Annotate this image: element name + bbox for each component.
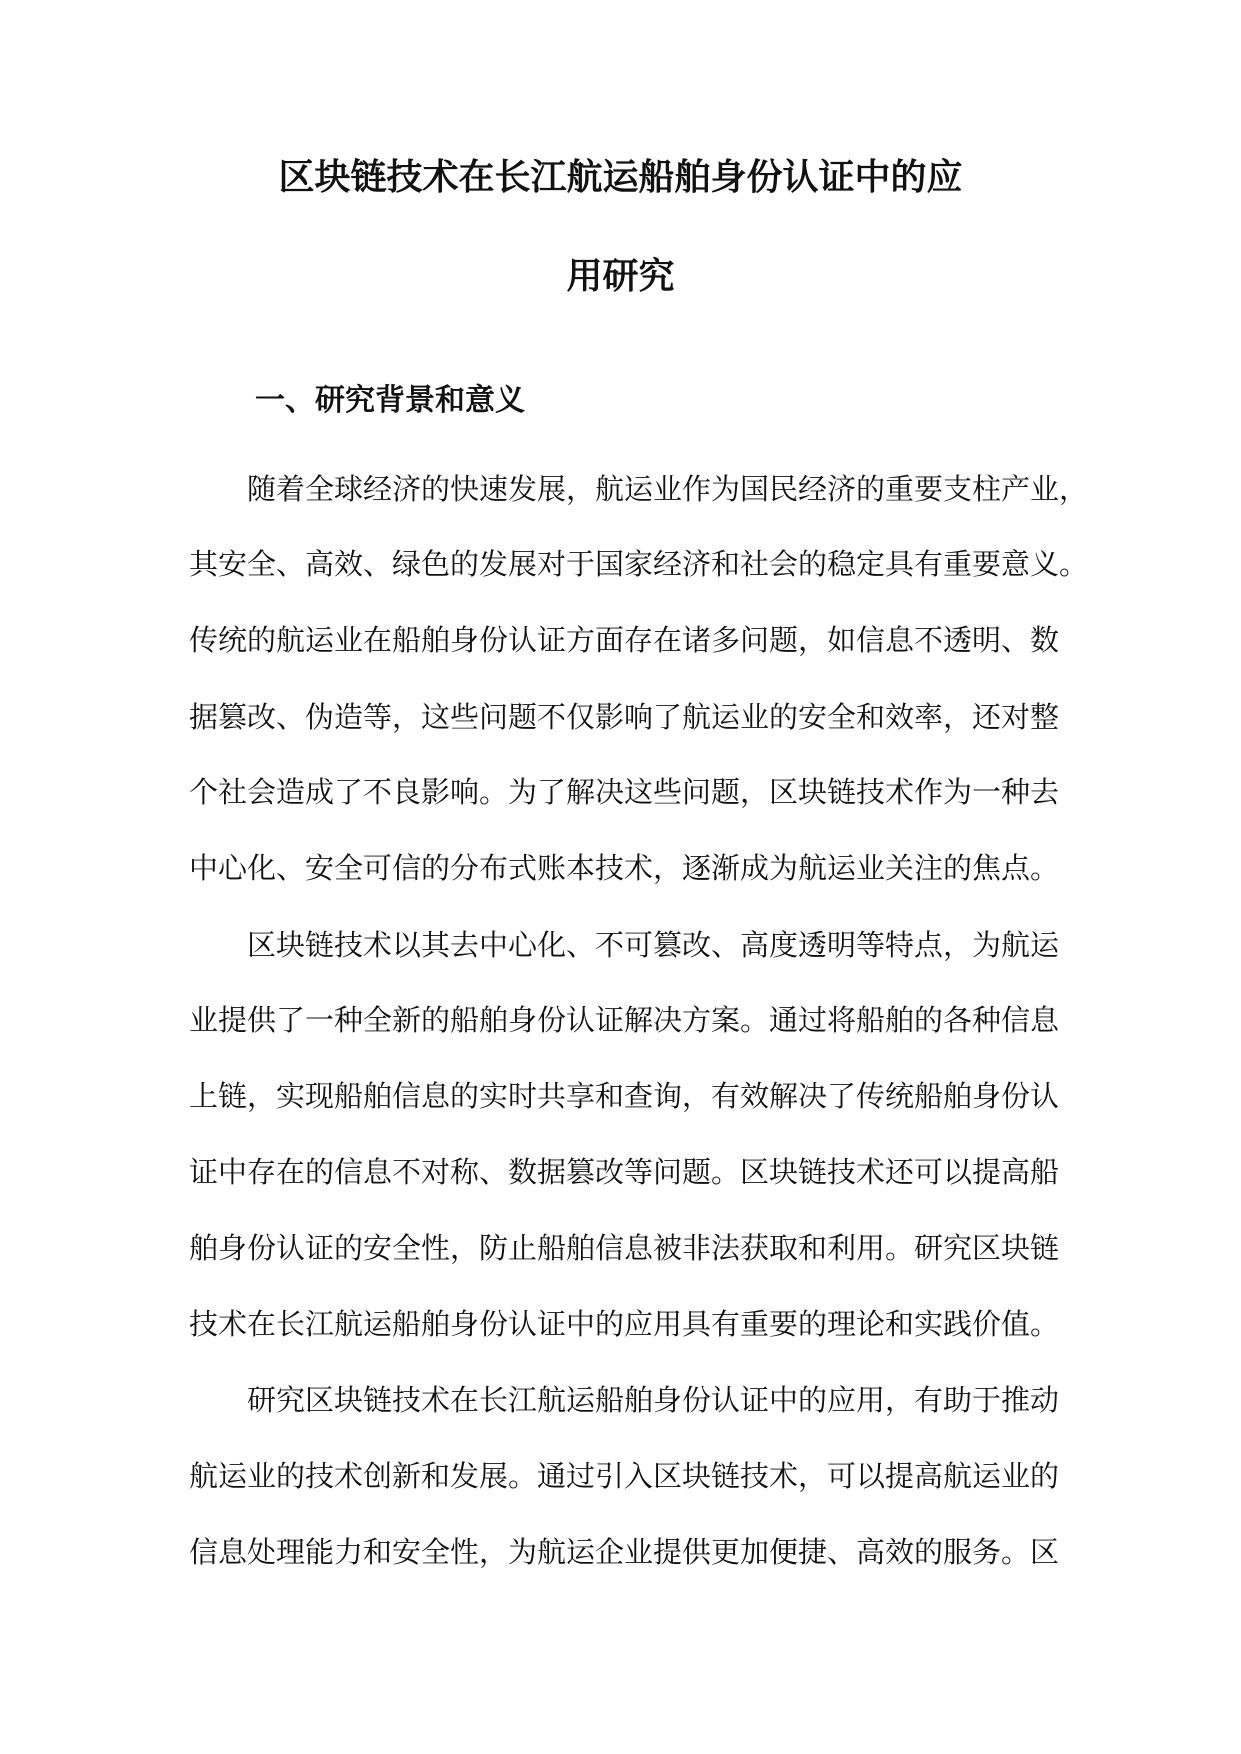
paragraph-1-line-2: 其安全、高效、绿色的发展对于国家经济和社会的稳定具有重要意义。	[189, 547, 1089, 581]
section-heading: 一、研究背景和意义	[255, 383, 525, 418]
paragraph-1-line-6: 中心化、安全可信的分布式账本技术，逐渐成为航运业关注的焦点。	[189, 851, 1060, 885]
document-title-line-2: 用研究	[566, 255, 675, 297]
paragraph-3-line-1: 研究区块链技术在长江航运船舶身份认证中的应用，有助于推动	[247, 1383, 1060, 1417]
paragraph-3-line-2: 航运业的技术创新和发展。通过引入区块链技术，可以提高航运业的	[189, 1459, 1060, 1493]
paragraph-1-line-1: 随着全球经济的快速发展，航运业作为国民经济的重要支柱产业，	[247, 472, 1089, 506]
paragraph-1-line-3: 传统的航运业在船舶身份认证方面存在诸多问题，如信息不透明、数	[189, 623, 1060, 657]
paragraph-1-line-4: 据篡改、伪造等，这些问题不仅影响了航运业的安全和效率，还对整	[189, 700, 1060, 734]
paragraph-2-line-2: 业提供了一种全新的船舶身份认证解决方案。通过将船舶的各种信息	[189, 1003, 1060, 1037]
paragraph-1-line-5: 个社会造成了不良影响。为了解决这些问题，区块链技术作为一种去	[189, 775, 1060, 809]
paragraph-2-line-3: 上链，实现船舶信息的实时共享和查询，有效解决了传统船舶身份认	[189, 1079, 1060, 1113]
paragraph-2-line-4: 证中存在的信息不对称、数据篡改等问题。区块链技术还可以提高船	[189, 1155, 1060, 1189]
paragraph-2-line-6: 技术在长江航运船舶身份认证中的应用具有重要的理论和实践价值。	[189, 1307, 1060, 1341]
paragraph-2-line-5: 舶身份认证的安全性，防止船舶信息被非法获取和利用。研究区块链	[189, 1231, 1060, 1265]
paragraph-2-line-1: 区块链技术以其去中心化、不可篡改、高度透明等特点，为航运	[247, 928, 1060, 962]
paragraph-3-line-3: 信息处理能力和安全性，为航运企业提供更加便捷、高效的服务。区	[189, 1535, 1060, 1569]
document-title-line-1: 区块链技术在长江航运船舶身份认证中的应	[278, 156, 963, 198]
